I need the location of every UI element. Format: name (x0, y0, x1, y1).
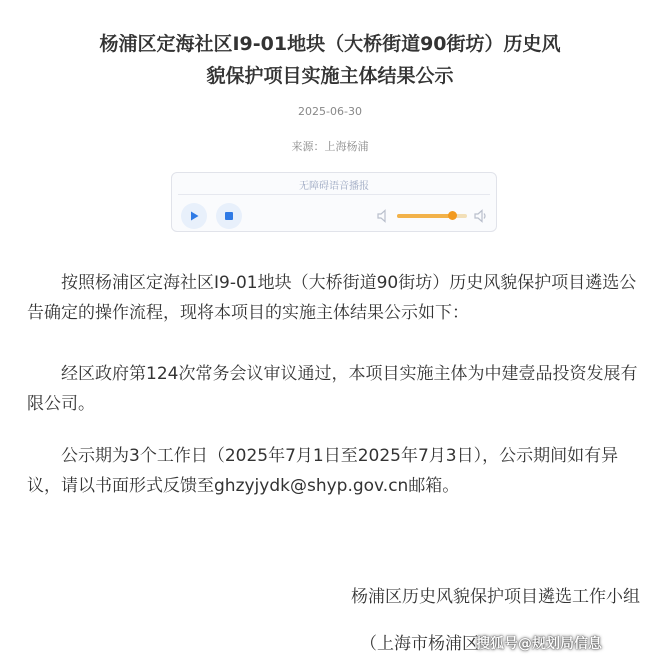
article-title (60, 28, 600, 92)
body-paragraph: 公示期为3个工作日（2025年7月1日至2025年7月3日），公示期间如有异议，请以书面形式反馈至ghzyjydk@shyp.gov.cn邮箱。 (27, 446, 619, 496)
article-title-line-1: 杨浦区定海社区I9-01地块（大桥街道90街坊）历史风 (99, 33, 561, 55)
volume-high-icon[interactable] (474, 209, 488, 223)
volume-slider-handle[interactable] (448, 211, 457, 220)
article-title-line-2: 貌保护项目实施主体结果公示 (206, 65, 454, 87)
footer-note: （上海市杨浦区 (360, 634, 479, 654)
player-label[interactable]: 无障碍语音播报 (299, 181, 369, 192)
player-divider (178, 194, 490, 195)
article-source: 来源：上海杨浦 (291, 140, 369, 153)
play-button[interactable] (181, 203, 207, 229)
accessibility-audio-player (171, 172, 497, 232)
signature-organization: 杨浦区历史风貌保护项目遴选工作小组 (351, 587, 640, 607)
stop-button[interactable] (216, 203, 242, 229)
body-paragraph: 经区政府第124次常务会议审议通过，本项目实施主体为中建壹品投资发展有限公司。 (27, 364, 638, 414)
body-paragraph: 按照杨浦区定海社区I9-01地块（大桥街道90街坊）历史风貌保护项目遴选公告确定的操作流程，现将本项目的实施主体结果公示如下： (27, 273, 637, 323)
play-icon (188, 210, 200, 222)
stop-icon (224, 211, 234, 221)
volume-low-icon[interactable] (377, 209, 389, 223)
publish-date: 2025-06-30 (298, 105, 362, 118)
volume-slider-fill (397, 214, 452, 218)
volume-slider[interactable] (397, 214, 467, 218)
watermark: 搜狐号@规划局信息 (476, 636, 602, 652)
